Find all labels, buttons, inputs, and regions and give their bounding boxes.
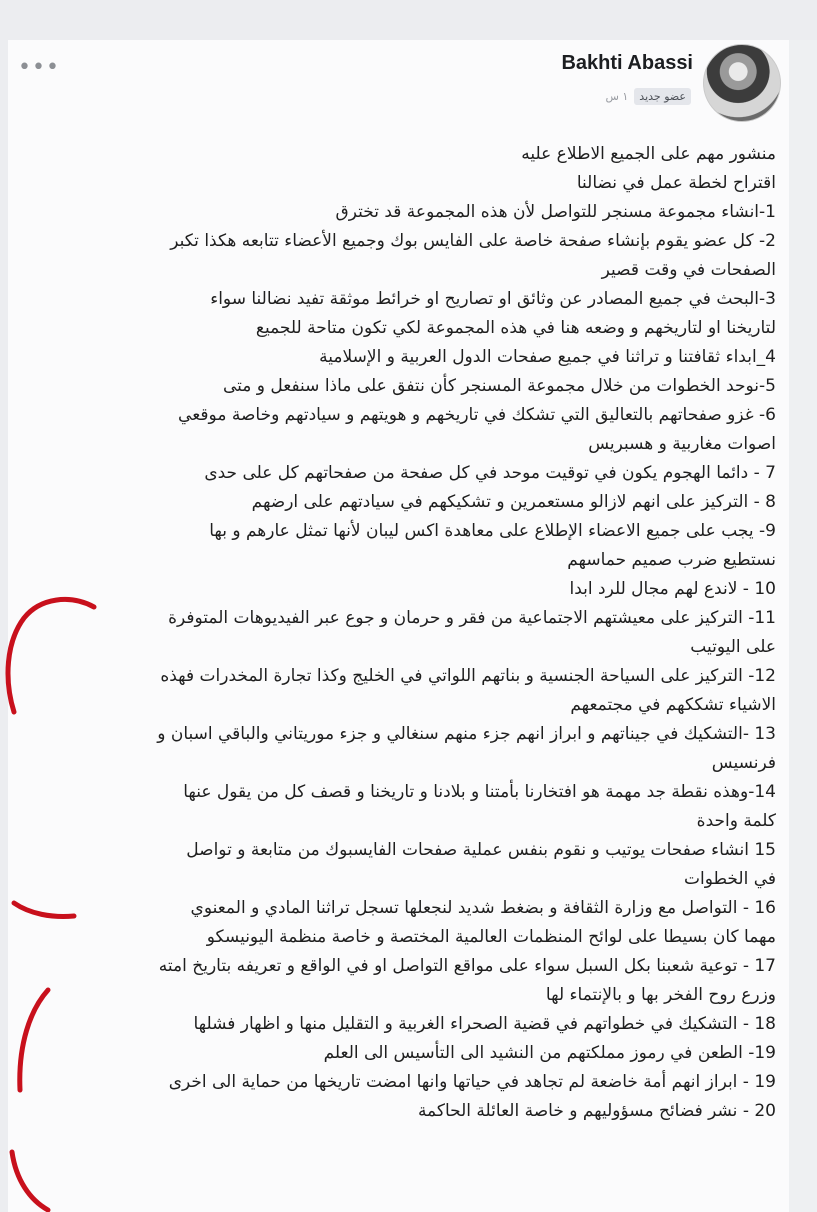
post-line: 8 - التركيز على انهم لازالو مستعمرين و تشكيكهم في سيادتهم على ارضهم	[251, 492, 776, 512]
post-line: 19- الطعن في رموز مملكتهم من النشيد الى التأسيس الى العلم	[323, 1043, 776, 1063]
post-line: 10 - لاندع لهم مجال للرد ابدا	[569, 579, 776, 599]
post-line: مهما كان بسيطا على لوائح المنظمات العالمية المختصة و خاصة منظمة اليونيسكو	[206, 927, 776, 947]
post-line: كلمة واحدة	[696, 811, 776, 831]
post-line: 5-نوحد الخطوات من خلال مجموعة المسنجر كأن نتفق على ماذا سنفعل و متى	[222, 376, 776, 396]
post-line: لتاريخنا او لتاريخهم و وضعه هنا في هذه المجموعة لكي تكون متاحة للجميع	[255, 318, 776, 338]
post-line: 19 - ابراز انهم أمة خاضعة لم تجاهد في حياتها وانها امضت تاريخها من حماية الى اخرى	[168, 1072, 776, 1092]
post-line: 16 - التواصل مع وزارة الثقافة و بضغط شديد لنجعلها تسجل تراثنا المادي و المعنوي	[190, 898, 776, 918]
post-line: 14-وهذه نقطة جد مهمة هو افتخارنا بأمتنا و بلادنا و تاريخنا و قصف كل من يقول عنها	[183, 782, 776, 802]
annotation-bracket	[14, 903, 74, 916]
member-badge: عضو جديد	[634, 88, 691, 105]
post-line: 11- التركيز على معيشتهم الاجتماعية من فقر و حرمان و جوع عبر الفيديوهات المتوفرة	[168, 608, 776, 628]
post-line: اقتراح لخطة عمل في نضالنا	[576, 173, 776, 193]
post-line: 1-انشاء مجموعة مسنجر للتواصل لأن هذه المجموعة قد تخترق	[335, 202, 776, 222]
post-line: 13 -التشكيك في جيناتهم و ابراز انهم جزء منهم سنغالي و جزء موريتاني والباقي اسبان و	[157, 724, 776, 744]
post-line: فرنسيس	[711, 753, 776, 773]
post-line: 17 - توعية شعبنا بكل السبل سواء على مواقع التواصل او في الواقع و تعريفه بتاريخ امته	[158, 956, 776, 976]
annotation-bracket	[20, 990, 48, 1090]
post-line: 20 - نشر فضائح مسؤوليهم و خاصة العائلة الحاكمة	[417, 1101, 776, 1121]
post-line: اصوات مغاربية و هسبريس	[588, 434, 776, 454]
author-name[interactable]: Bakhti Abassi	[561, 52, 693, 74]
post-line: 18 - التشكيك في خطواتهم في قضية الصحراء الغربية و التقليل منها و اظهار فشلها	[193, 1014, 776, 1034]
post-line: منشور مهم على الجميع الاطلاع عليه	[521, 144, 776, 164]
post-line: 2- كل عضو يقوم بإنشاء صفحة خاصة على الفايس بوك وجميع الأعضاء تتابعه هكذا تكبر	[170, 231, 776, 251]
post-line: 9- يجب على جميع الاعضاء الإطلاع على معاهدة اكس ليبان لأنها تمثل عارهم و بها	[209, 521, 776, 541]
post-line: الصفحات في وقت قصير	[601, 260, 776, 280]
more-options-button[interactable]: •••	[18, 55, 60, 80]
post-line: في الخطوات	[683, 869, 776, 889]
post-line: على اليوتيب	[690, 637, 776, 657]
post-line: 4_ابداء ثقافتنا و تراثنا في جميع صفحات الدول العربية و الإسلامية	[319, 347, 776, 367]
post-line: نستطيع ضرب صميم حماسهم	[567, 550, 776, 570]
post-line: 6- غزو صفحاتهم بالتعاليق التي تشكك في تاريخهم و هويتهم و سيادتهم وخاصة موقعي	[178, 405, 776, 425]
annotation-bracket	[8, 599, 94, 712]
post-time[interactable]: ١ س	[605, 90, 629, 103]
post-line: 7 - دائما الهجوم يكون في توقيت موحد في كل صفحة من صفحاتهم كل على حدى	[204, 463, 776, 483]
post-line: الاشياء تشككهم في مجتمعهم	[570, 695, 776, 715]
post-line: 3-البحث في جميع المصادر عن وثائق او تصاريح او خرائط موثقة تفيد نضالنا سواء	[210, 289, 776, 309]
post-line: 15 انشاء صفحات يوتيب و نقوم بنفس عملية صفحات الفايسبوك من متابعة و تواصل	[186, 840, 776, 860]
post-line: وزرع روح الفخر بها و بالإنتماء لها	[545, 985, 776, 1005]
annotation-bracket	[12, 1152, 48, 1210]
post-line: 12- التركيز على السياحة الجنسية و بناتهم اللواتي في الخليج وكذا تجارة المخدرات فهذه	[160, 666, 776, 686]
